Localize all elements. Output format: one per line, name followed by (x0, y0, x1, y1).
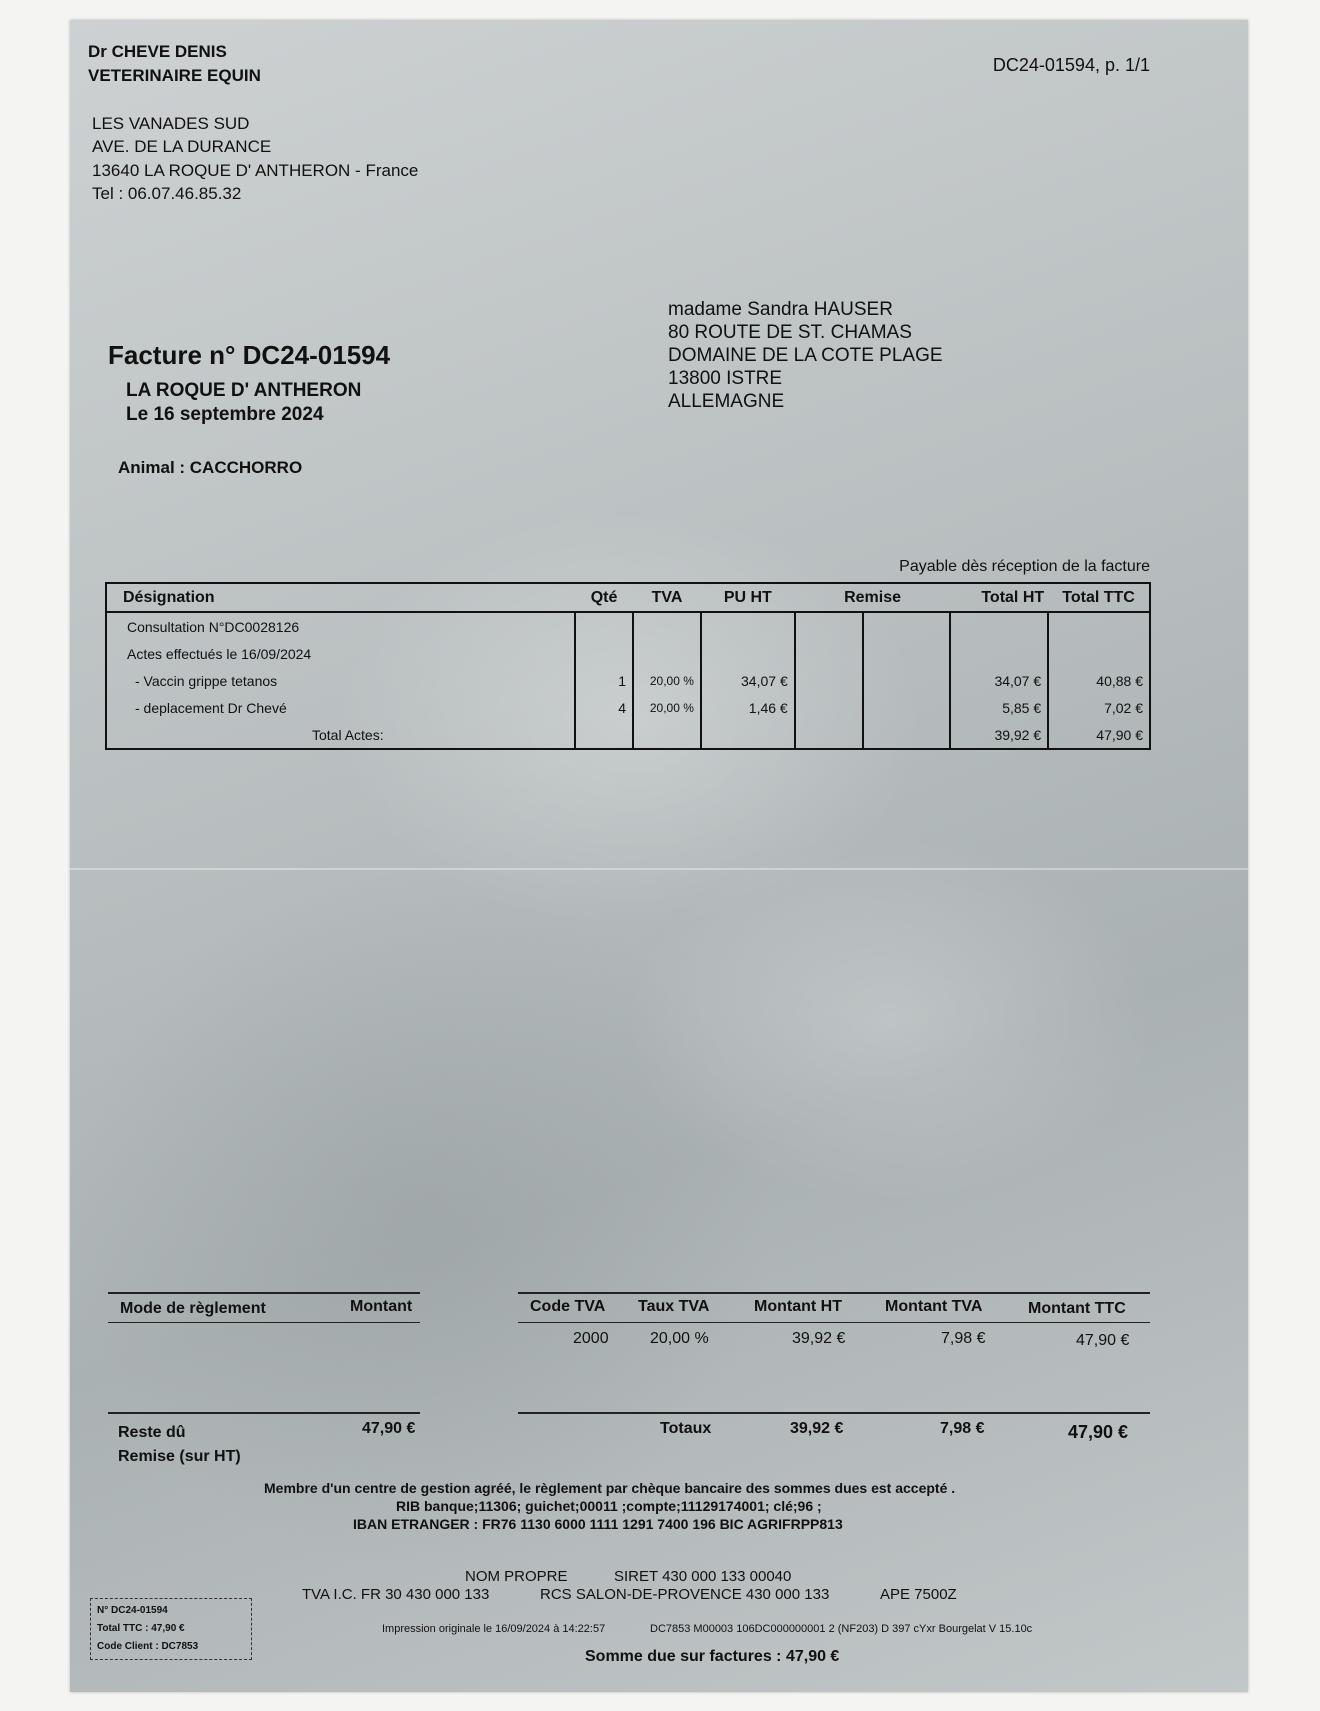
issuer-title: VETERINAIRE EQUIN (88, 66, 261, 85)
cell-ht: 34,07 € (950, 667, 1048, 694)
cell-qte (575, 612, 633, 640)
recipient-address-1: 80 ROUTE DE ST. CHAMAS (668, 322, 912, 343)
cell-designation: Actes effectués le 16/09/2024 (106, 640, 575, 667)
cell-extra (863, 612, 951, 640)
totaux-ht: 39,92 € (790, 1420, 844, 1437)
col-pu-ht: PU HT (701, 583, 795, 612)
payment-mode-label: Mode de règlement (120, 1300, 266, 1317)
col-total-ht: Total HT (950, 583, 1048, 612)
cell-qte (575, 640, 633, 667)
cell-ttc (1048, 612, 1150, 640)
cell-ttc (1048, 640, 1150, 667)
totaux-label: Totaux (660, 1420, 712, 1437)
cell-remise (795, 667, 863, 694)
siret: SIRET 430 000 133 00040 (614, 1568, 792, 1585)
recap-total: Total TTC : 47,90 € (97, 1623, 185, 1634)
remise-label: Remise (sur HT) (118, 1448, 241, 1465)
cell-pu: 1,46 € (701, 694, 795, 721)
recipient-country: ALLEMAGNE (668, 391, 785, 412)
table-row (106, 667, 1150, 694)
vat-ttc: 47,90 € (1076, 1332, 1130, 1349)
cell-extra (863, 721, 951, 749)
cell-remise (795, 612, 863, 640)
table-row-total (106, 721, 1150, 749)
col-tva: TVA (633, 583, 701, 612)
invoice-place: LA ROQUE D' ANTHERON (126, 380, 362, 401)
col-total-ttc: Total TTC (1048, 583, 1150, 612)
cell-pu (701, 612, 795, 640)
impression-date: Impression originale le 16/09/2024 à 14:22:57 (382, 1623, 606, 1635)
cell-extra (863, 694, 951, 721)
vat-top-rule (518, 1292, 1150, 1294)
legal-rib: RIB banque;11306; guichet;00011 ;compte;11129174001; clé;96 ; (396, 1498, 822, 1514)
cell-ttc: 47,90 € (1048, 721, 1150, 749)
issuer-name: Dr CHEVE DENIS (88, 42, 227, 61)
col-qte: Qté (575, 583, 633, 612)
payable-note: Payable dès réception de la facture (899, 558, 1150, 575)
acts-table (105, 582, 1151, 750)
table-row (106, 640, 1150, 667)
cell-ttc: 7,02 € (1048, 694, 1150, 721)
vat-col-tva: Montant TVA (885, 1298, 983, 1315)
ape: APE 7500Z (880, 1586, 957, 1603)
issuer-address-3: 13640 LA ROQUE D' ANTHERON - France (92, 161, 419, 180)
totaux-ttc: 47,90 € (1068, 1422, 1129, 1442)
invoice-date: Le 16 septembre 2024 (126, 404, 324, 425)
cell-ttc: 40,88 € (1048, 667, 1150, 694)
cell-qte: 4 (575, 694, 633, 721)
cell-ht: 39,92 € (950, 721, 1048, 749)
cell-ht (950, 612, 1048, 640)
legal-iban: IBAN ETRANGER : FR76 1130 6000 1111 1291 7400 196 BIC AGRIFRPP813 (353, 1516, 843, 1532)
payment-amount-label: Montant (350, 1298, 413, 1315)
cell-ht: 5,85 € (950, 694, 1048, 721)
vat-col-ht: Montant HT (754, 1298, 842, 1315)
rcs: RCS SALON-DE-PROVENCE 430 000 133 (540, 1586, 830, 1603)
vat-ht: 39,92 € (792, 1330, 846, 1347)
fold-crease (70, 868, 1248, 870)
cell-tva (633, 612, 701, 640)
vat-code: 2000 (573, 1330, 609, 1347)
page-reference: DC24-01594, p. 1/1 (992, 55, 1150, 75)
cell-designation: Consultation N°DC0028126 (106, 612, 575, 640)
cell-extra (863, 640, 951, 667)
vat-header-rule (518, 1322, 1150, 1323)
cell-tva (633, 640, 701, 667)
cell-pu: 34,07 € (701, 667, 795, 694)
table-row (106, 612, 1150, 640)
cell-tva: 20,00 % (633, 667, 701, 694)
cell-remise (795, 640, 863, 667)
tva-ic: TVA I.C. FR 30 430 000 133 (302, 1586, 490, 1603)
cell-qte (575, 721, 633, 749)
animal-name: Animal : CACCHORRO (118, 458, 303, 477)
recap-invoice-number: N° DC24-01594 (97, 1605, 168, 1616)
cell-qte: 1 (575, 667, 633, 694)
issuer-address-2: AVE. DE LA DURANCE (92, 137, 272, 156)
nom-propre: NOM PROPRE (465, 1568, 568, 1585)
issuer-phone: Tel : 06.07.46.85.32 (92, 184, 242, 203)
col-remise: Remise (795, 583, 951, 612)
issuer-address-1: LES VANADES SUD (92, 114, 250, 133)
vat-col-rate: Taux TVA (638, 1298, 710, 1315)
vat-col-ttc: Montant TTC (1028, 1300, 1126, 1317)
cell-extra (863, 667, 951, 694)
reste-du-label: Reste dû (118, 1424, 186, 1441)
invoice-title: Facture n° DC24-01594 (108, 340, 391, 370)
software-ref: DC7853 M00003 106DC000000001 2 (NF203) D 397 cYxr Bourgelat V 15.10c (650, 1623, 1033, 1635)
cell-pu (701, 640, 795, 667)
cell-designation: Total Actes: (106, 721, 575, 749)
col-designation: Désignation (106, 583, 575, 612)
cell-designation: - Vaccin grippe tetanos (106, 667, 575, 694)
table-header-row (106, 583, 1150, 612)
invoice-paper (70, 20, 1248, 1692)
recipient-city: 13800 ISTRE (668, 368, 783, 389)
recipient-name: madame Sandra HAUSER (668, 299, 893, 320)
recap-client-code: Code Client : DC7853 (97, 1641, 199, 1652)
recap-box (90, 1598, 252, 1660)
payment-top-rule (108, 1292, 420, 1294)
cell-pu (701, 721, 795, 749)
reste-du-value: 47,90 € (362, 1420, 416, 1437)
cell-designation: - deplacement Dr Chevé (106, 694, 575, 721)
totaux-tva: 7,98 € (940, 1420, 985, 1437)
cell-remise (795, 721, 863, 749)
cell-tva (633, 721, 701, 749)
payment-header-rule (108, 1322, 420, 1323)
vat-tva: 7,98 € (941, 1330, 986, 1347)
vat-rate: 20,00 % (650, 1330, 709, 1347)
payment-bottom-rule (108, 1412, 420, 1414)
cell-ht (950, 640, 1048, 667)
cell-tva: 20,00 % (633, 694, 701, 721)
recipient-address-2: DOMAINE DE LA COTE PLAGE (668, 345, 943, 366)
vat-bottom-rule (518, 1412, 1150, 1414)
table-row (106, 694, 1150, 721)
legal-membership: Membre d'un centre de gestion agréé, le règlement par chèque bancaire des sommes dues est accepté . (264, 1480, 956, 1496)
cell-remise (795, 694, 863, 721)
vat-col-code: Code TVA (530, 1298, 606, 1315)
somme-due: Somme due sur factures : 47,90 € (585, 1648, 840, 1665)
